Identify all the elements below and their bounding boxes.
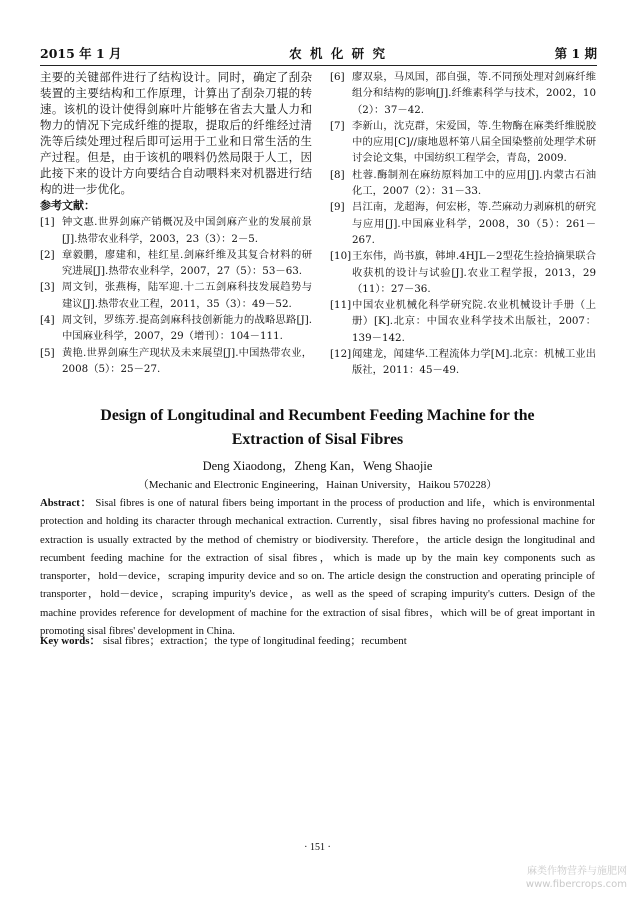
reference-number: [9] — [330, 201, 345, 214]
abstract-label: Abstract： — [40, 497, 92, 509]
issue-number: 第 1 期 — [554, 46, 597, 61]
keywords-label: Key words： — [40, 635, 101, 647]
reference-number: [4] — [40, 314, 55, 327]
reference-list-left — [40, 214, 312, 377]
reference-number: [10] — [330, 250, 352, 263]
reference-number: [11] — [330, 299, 352, 312]
reference-text: 李新山，沈克群，宋爱国，等.生物酶在麻类纤维脱胶中的应用[C]//康地恩杯第八届全国染整前处理学术研讨会论文集，中国纺织工程学会，青岛，2009. — [352, 119, 596, 165]
reference-number: [3] — [40, 281, 55, 294]
running-header — [40, 40, 597, 66]
reference-item — [330, 248, 596, 297]
header-date: 2015 年 1 月 — [40, 46, 122, 61]
conclusion-paragraph: 主要的关键部件进行了结构设计。同时，确定了刮杂装置的主要结构和工作原理，计算出了刮杂刀辊的转速。该机的设计使得剑麻叶片能够在省去大量人力和物力的情况下完成纤维的提取，提取后的纤维经过清洗等后续处理过程后即可运用于工业和日常生活的生产过程。但是，由于该机的喂料仍然局限于人工，因此接下来的设计方向要结合自动喂料来对机器进行结构的进一步优化。 — [40, 70, 312, 196]
watermark-line2: www.fibercrops.com — [525, 879, 627, 890]
journal-name: 农 机 化 研 究 — [289, 46, 388, 61]
left-column — [40, 69, 312, 377]
reference-text: 杜蓉.酶制剂在麻纺原料加工中的应用[J].内蒙古石油化工，2007（2）：31－33. — [352, 168, 596, 198]
reference-number: [1] — [40, 216, 55, 229]
watermark-line1: 麻类作物营养与施肥网 — [527, 866, 627, 877]
reference-text: 闻建龙，闻建华.工程流体力学[M].北京：机械工业出版社，2011：45－49. — [352, 348, 596, 377]
reference-number: [6] — [330, 71, 345, 83]
references-heading: 参考文献： — [40, 199, 95, 212]
reference-item — [40, 214, 312, 247]
reference-number: [5] — [40, 346, 55, 359]
abstract-text: Sisal fibres is one of natural fibers being important in the process of production and life，which is environmental protection and holding its character through mechanical extraction. Currently，sisal fibres having no professional machine for extraction is usually extracted by the method of chemistry or biodiversity. Therefore，the article design the longitudinal and recumbent feeding machine for the extraction of sisal fibres，which is made up by the main key components such as transporter，hold－device，scraping impurity device and so on. The article design the construction and operating principle of transporter，hold－device，scraping impurity's device，as well as the speed of scraping impurity's cutters. Design of the machine provides reference for development of machine for the extraction of sisal fibres，which will be of great important in promoting sisal fibres' development in China. — [40, 497, 595, 638]
reference-text: 王东伟，尚书旗，韩坤.4HJL－2型花生捡拾摘果联合收获机的设计与试验[J].农业工程学报，2013，29（11）：27－36. — [352, 250, 596, 295]
reference-item — [330, 297, 596, 346]
english-title — [40, 404, 595, 452]
reference-number: [2] — [40, 248, 55, 261]
reference-item — [40, 279, 312, 312]
reference-text: 钟文惠.世界剑麻产销概况及中国剑麻产业的发展前景[J].热带农业科学，2003，23（3）：2－5. — [62, 216, 312, 245]
reference-item — [330, 167, 596, 200]
keywords-text: sisal fibres；extraction；the type of longitudinal feeding；recumbent — [102, 635, 407, 647]
watermark — [526, 865, 627, 891]
reference-text: 黄艳.世界剑麻生产现状及未来展望[J].中国热带农业，2008（5）：25－27. — [62, 346, 312, 375]
english-authors: Deng Xiaodong，Zheng Kan，Weng Shaojie — [202, 459, 433, 473]
reference-number: [7] — [330, 119, 345, 132]
reference-item — [330, 199, 596, 248]
reference-item — [40, 345, 312, 378]
right-column — [330, 69, 596, 379]
english-title-line1: Design of Longitudinal and Recumbent Feeding Machine for the — [100, 407, 535, 424]
reference-number: [8] — [330, 168, 345, 181]
reference-item — [40, 312, 312, 345]
reference-text: 吕江南，龙超海，何宏彬，等.苎麻动力剥麻机的研究与应用[J].中国麻业科学，2008，30（5）：261－267. — [352, 201, 596, 246]
reference-text: 廖双泉，马凤国，邵自强，等.不同预处理对剑麻纤维组分和结构的影响[J].纤维素科学与技术，2002，10（2）：37－42. — [352, 71, 596, 116]
reference-item — [40, 247, 312, 280]
english-keywords — [40, 633, 595, 648]
page-number: · 151 · — [304, 842, 331, 853]
reference-text: 周文钊，罗练芳.提高剑麻科技创新能力的战略思路[J].中国麻业科学，2007，29（增刊）：104－111. — [62, 314, 312, 343]
reference-item — [330, 346, 596, 379]
reference-number: [12] — [330, 348, 352, 361]
reference-item — [330, 69, 596, 118]
reference-text: 章毅鹏，廖建和，桂红星.剑麻纤维及其复合材料的研究进展[J].热带农业科学，2007，27（5）：53－63. — [62, 248, 312, 278]
english-title-line2: Extraction of Sisal Fibres — [231, 431, 404, 448]
english-affiliation: （Mechanic and Electronic Engineering，Hainan University，Haikou 570228） — [137, 479, 498, 491]
reference-text: 周文钊，张燕梅，陆军迎.十二五剑麻科技发展趋势与建议[J].热带农业工程，2011，35（3）：49－52. — [62, 281, 312, 310]
reference-text: 中国农业机械化科学研究院.农业机械设计手册（上册）[K].北京：中国农业科学技术出版社，2007：139－142. — [352, 299, 596, 344]
english-abstract — [40, 494, 595, 640]
reference-list-right — [330, 69, 596, 379]
reference-item — [330, 118, 596, 167]
